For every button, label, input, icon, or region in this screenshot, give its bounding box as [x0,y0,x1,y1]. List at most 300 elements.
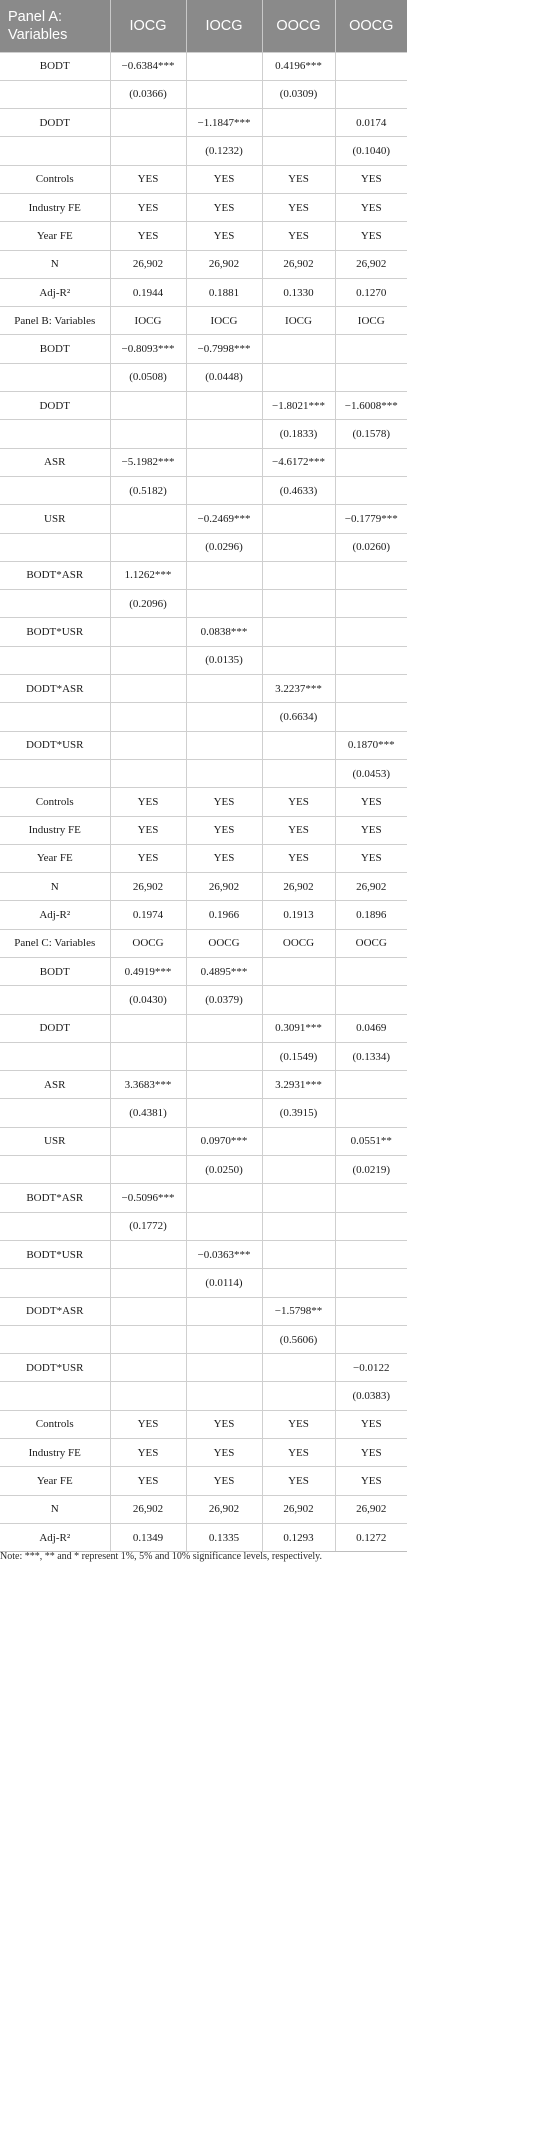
table-row [0,1127,407,1155]
row-label: BODT*ASR [0,1184,110,1212]
table-row [0,278,407,306]
table-cell [335,1071,407,1099]
table-cell [335,675,407,703]
table-cell [262,1382,335,1410]
row-label [0,1156,110,1184]
table-cell: YES [186,844,262,872]
table-cell: IOCG [186,307,262,335]
table-cell [186,1297,262,1325]
table-cell: (0.0453) [335,759,407,787]
row-label: Industry FE [0,193,110,221]
table-cell [110,1042,186,1070]
table-cell [110,1240,186,1268]
row-label: Controls [0,165,110,193]
table-cell [186,590,262,618]
table-row [0,533,407,561]
table-cell: YES [262,1410,335,1438]
table-cell: −0.1779*** [335,505,407,533]
table-cell [262,363,335,391]
table-cell [110,1127,186,1155]
table-cell: 3.3683*** [110,1071,186,1099]
table-cell: 3.2237*** [262,675,335,703]
row-label [0,703,110,731]
table-row [0,1325,407,1353]
table-row [0,986,407,1014]
row-label: Adj-R² [0,901,110,929]
table-cell: 0.1349 [110,1523,186,1551]
table-cell [186,1382,262,1410]
table-row [0,1240,407,1268]
table-cell: (0.0219) [335,1156,407,1184]
table-cell [186,675,262,703]
row-label: BODT*ASR [0,561,110,589]
table-row [0,590,407,618]
table-cell: OOCG [110,929,186,957]
table-cell: 26,902 [186,250,262,278]
table-cell [335,1184,407,1212]
table-row [0,392,407,420]
table-row [0,448,407,476]
table-cell: −5.1982*** [110,448,186,476]
table-cell [186,420,262,448]
table-row [0,1297,407,1325]
table-cell [186,561,262,589]
row-label: BODT*USR [0,618,110,646]
row-label: DODT*ASR [0,675,110,703]
table-cell: −0.2469*** [186,505,262,533]
table-cell [262,533,335,561]
row-label [0,986,110,1014]
table-row [0,1042,407,1070]
table-row [0,250,407,278]
table-row [0,958,407,986]
table-cell: (0.0309) [262,80,335,108]
table-cell [335,1212,407,1240]
table-cell: 0.3091*** [262,1014,335,1042]
table-row [0,335,407,363]
table-cell: (0.0508) [110,363,186,391]
table-header [0,0,407,52]
table-cell: (0.0260) [335,533,407,561]
table-row [0,618,407,646]
table-cell: YES [335,193,407,221]
table-row [0,901,407,929]
row-label: DODT*USR [0,1354,110,1382]
row-label: BODT [0,335,110,363]
table-row [0,193,407,221]
table-cell [110,646,186,674]
table-cell [186,52,262,80]
table-cell: 26,902 [110,1495,186,1523]
table-cell [110,1382,186,1410]
table-cell: 0.1944 [110,278,186,306]
table-cell: YES [110,816,186,844]
header-row [0,0,407,52]
table-cell: 0.0174 [335,109,407,137]
table-cell [110,533,186,561]
table-cell [262,1184,335,1212]
table-cell: OOCG [262,929,335,957]
table-cell: YES [335,222,407,250]
table-cell: 26,902 [110,873,186,901]
table-cell: 26,902 [262,873,335,901]
table-cell: YES [335,1410,407,1438]
row-label [0,759,110,787]
row-label [0,533,110,561]
table-cell: YES [262,1467,335,1495]
table-cell [335,590,407,618]
table-cell: YES [110,844,186,872]
table-cell [335,703,407,731]
table-cell: 0.1966 [186,901,262,929]
table-cell: (0.4633) [262,476,335,504]
table-row [0,873,407,901]
table-cell: (0.0114) [186,1269,262,1297]
header-variables: Panel A: Variables [0,0,110,52]
table-cell: (0.3915) [262,1099,335,1127]
table-row [0,1156,407,1184]
table-cell: IOCG [262,307,335,335]
table-cell [110,420,186,448]
row-label: BODT [0,958,110,986]
table-row [0,1523,407,1551]
table-row [0,1184,407,1212]
table-cell: 0.1870*** [335,731,407,759]
table-cell [186,1014,262,1042]
table-cell [110,703,186,731]
table-row [0,505,407,533]
row-label [0,80,110,108]
table-cell: (0.0250) [186,1156,262,1184]
table-cell [262,1127,335,1155]
table-row [0,703,407,731]
table-cell: −0.7998*** [186,335,262,363]
header-col-3: OOCG [262,0,335,52]
table-cell [186,1325,262,1353]
table-cell: −1.6008*** [335,392,407,420]
table-cell: (0.1833) [262,420,335,448]
table-cell: −1.1847*** [186,109,262,137]
row-label: Panel B: Variables [0,307,110,335]
table-cell [262,505,335,533]
table-row [0,1439,407,1467]
row-label [0,1099,110,1127]
table-row [0,1099,407,1127]
row-label: Year FE [0,1467,110,1495]
table-cell: YES [110,165,186,193]
table-cell [110,1325,186,1353]
table-cell [335,1240,407,1268]
table-cell: 26,902 [262,250,335,278]
table-cell: −1.8021*** [262,392,335,420]
row-label: DODT*ASR [0,1297,110,1325]
row-label: DODT [0,109,110,137]
table-row [0,816,407,844]
table-cell: IOCG [335,307,407,335]
table-cell: −0.5096*** [110,1184,186,1212]
table-cell: 0.4919*** [110,958,186,986]
table-cell: 0.1293 [262,1523,335,1551]
table-row [0,52,407,80]
table-row [0,1269,407,1297]
table-cell: 26,902 [110,250,186,278]
row-label: Year FE [0,222,110,250]
table-cell: 0.1881 [186,278,262,306]
row-label: BODT [0,52,110,80]
row-label [0,476,110,504]
table-cell [110,392,186,420]
table-cell: YES [335,816,407,844]
row-label [0,1269,110,1297]
table-cell: (0.1334) [335,1042,407,1070]
table-cell: 0.0551** [335,1127,407,1155]
table-row [0,222,407,250]
table-cell [262,561,335,589]
row-label [0,1212,110,1240]
table-cell: (0.0379) [186,986,262,1014]
table-cell [335,1099,407,1127]
table-cell [335,1297,407,1325]
significance-note: Note: ***, ** and * represent 1%, 5% and 10% significance levels, respectively. [0,1551,323,1562]
table-cell [186,1354,262,1382]
table-cell [110,1014,186,1042]
table-cell [262,109,335,137]
row-label: Adj-R² [0,278,110,306]
table-cell: 26,902 [186,1495,262,1523]
table-cell [186,1071,262,1099]
table-cell: YES [110,1439,186,1467]
table-cell [262,731,335,759]
table-row [0,844,407,872]
row-label: Industry FE [0,1439,110,1467]
row-label: Controls [0,788,110,816]
table-cell: YES [335,788,407,816]
table-cell: (0.4381) [110,1099,186,1127]
table-row [0,1495,407,1523]
table-cell: −1.5798** [262,1297,335,1325]
row-label [0,646,110,674]
table-cell: −0.0363*** [186,1240,262,1268]
table-cell: (0.0430) [110,986,186,1014]
table-cell [335,335,407,363]
row-label [0,1382,110,1410]
row-label: N [0,873,110,901]
table-cell: 1.1262*** [110,561,186,589]
table-cell: (0.5606) [262,1325,335,1353]
table-cell [262,986,335,1014]
table-cell [110,1354,186,1382]
table-cell [110,759,186,787]
table-cell: YES [335,165,407,193]
table-cell [335,986,407,1014]
table-cell: YES [186,788,262,816]
table-cell [110,731,186,759]
table-row [0,1354,407,1382]
row-label: N [0,1495,110,1523]
table-cell: 26,902 [262,1495,335,1523]
table-cell: YES [262,1439,335,1467]
table-cell [110,1156,186,1184]
table-cell [110,137,186,165]
table-cell: YES [186,165,262,193]
table-cell [262,1156,335,1184]
table-row [0,1467,407,1495]
table-cell: YES [335,844,407,872]
table-cell: 0.0970*** [186,1127,262,1155]
table-cell: YES [262,193,335,221]
table-cell: YES [110,222,186,250]
table-cell: YES [262,816,335,844]
table-cell: 0.1335 [186,1523,262,1551]
table-cell: YES [335,1439,407,1467]
row-label: USR [0,1127,110,1155]
table-cell: (0.2096) [110,590,186,618]
table-cell: YES [262,844,335,872]
table-cell: (0.0296) [186,533,262,561]
row-label [0,363,110,391]
table-row [0,1212,407,1240]
table-cell: OOCG [335,929,407,957]
table-row [0,307,407,335]
table-cell: YES [110,788,186,816]
table-cell [110,1269,186,1297]
table-cell: 0.1330 [262,278,335,306]
table-cell [262,335,335,363]
table-cell: YES [186,222,262,250]
table-cell: 0.0838*** [186,618,262,646]
table-cell: YES [186,1467,262,1495]
table-row [0,1410,407,1438]
table-cell: YES [186,1410,262,1438]
table-row [0,788,407,816]
table-cell: 0.4196*** [262,52,335,80]
table-cell [262,1240,335,1268]
row-label [0,590,110,618]
table-cell [186,1184,262,1212]
table-row [0,759,407,787]
table-cell: (0.1040) [335,137,407,165]
table-cell [186,731,262,759]
table-row [0,420,407,448]
table-row [0,1014,407,1042]
table-cell [186,1212,262,1240]
table-cell: YES [110,193,186,221]
table-cell: 0.1272 [335,1523,407,1551]
table-cell [262,646,335,674]
table-cell: (0.1578) [335,420,407,448]
table-cell [335,476,407,504]
table-cell [262,759,335,787]
table-row [0,476,407,504]
table-cell: IOCG [110,307,186,335]
header-col-1: IOCG [110,0,186,52]
table-cell [110,675,186,703]
table-row [0,109,407,137]
row-label: USR [0,505,110,533]
table-cell: YES [110,1410,186,1438]
table-cell [110,1297,186,1325]
table-cell: 0.1974 [110,901,186,929]
table-cell [110,618,186,646]
table-cell [335,363,407,391]
table-cell [262,137,335,165]
row-label [0,1325,110,1353]
header-col-4: OOCG [335,0,407,52]
table-cell [335,52,407,80]
table-cell: (0.1549) [262,1042,335,1070]
table-row [0,1382,407,1410]
table-cell [186,1099,262,1127]
table-cell [335,561,407,589]
table-cell [335,646,407,674]
table-cell: −4.6172*** [262,448,335,476]
table-cell [335,1325,407,1353]
table-cell [186,392,262,420]
row-label: N [0,250,110,278]
row-label: Controls [0,1410,110,1438]
table-cell: YES [262,788,335,816]
table-row [0,165,407,193]
header-col-2: IOCG [186,0,262,52]
table-cell: (0.0383) [335,1382,407,1410]
table-cell [335,618,407,646]
table-cell: (0.1772) [110,1212,186,1240]
row-label: BODT*USR [0,1240,110,1268]
table-cell: (0.5182) [110,476,186,504]
table-cell: −0.6384*** [110,52,186,80]
row-label [0,1042,110,1070]
table-cell [262,1269,335,1297]
table-cell [262,1354,335,1382]
table-cell: 26,902 [335,873,407,901]
table-row [0,1071,407,1099]
table-cell [262,958,335,986]
row-label: DODT [0,1014,110,1042]
row-label: Panel C: Variables [0,929,110,957]
table-cell: (0.0135) [186,646,262,674]
table-row [0,363,407,391]
table-cell: (0.0366) [110,80,186,108]
table-cell [262,618,335,646]
table-cell [186,80,262,108]
table-cell: 0.1896 [335,901,407,929]
table-cell: 0.4895*** [186,958,262,986]
table-cell: OOCG [186,929,262,957]
table-cell [335,448,407,476]
table-cell: YES [186,193,262,221]
table-row [0,80,407,108]
table-cell [186,1042,262,1070]
table-row [0,731,407,759]
row-label [0,420,110,448]
row-label: ASR [0,448,110,476]
table-cell [110,109,186,137]
table-cell: −0.0122 [335,1354,407,1382]
table-cell: 3.2931*** [262,1071,335,1099]
row-label: Year FE [0,844,110,872]
table-cell [186,476,262,504]
table-cell: 26,902 [186,873,262,901]
table-cell: 0.0469 [335,1014,407,1042]
table-cell [262,590,335,618]
table-cell: (0.6634) [262,703,335,731]
row-label: Industry FE [0,816,110,844]
table-cell [335,80,407,108]
table-row [0,561,407,589]
table-cell: −0.8093*** [110,335,186,363]
table-body [0,52,407,1552]
table-cell: (0.0448) [186,363,262,391]
